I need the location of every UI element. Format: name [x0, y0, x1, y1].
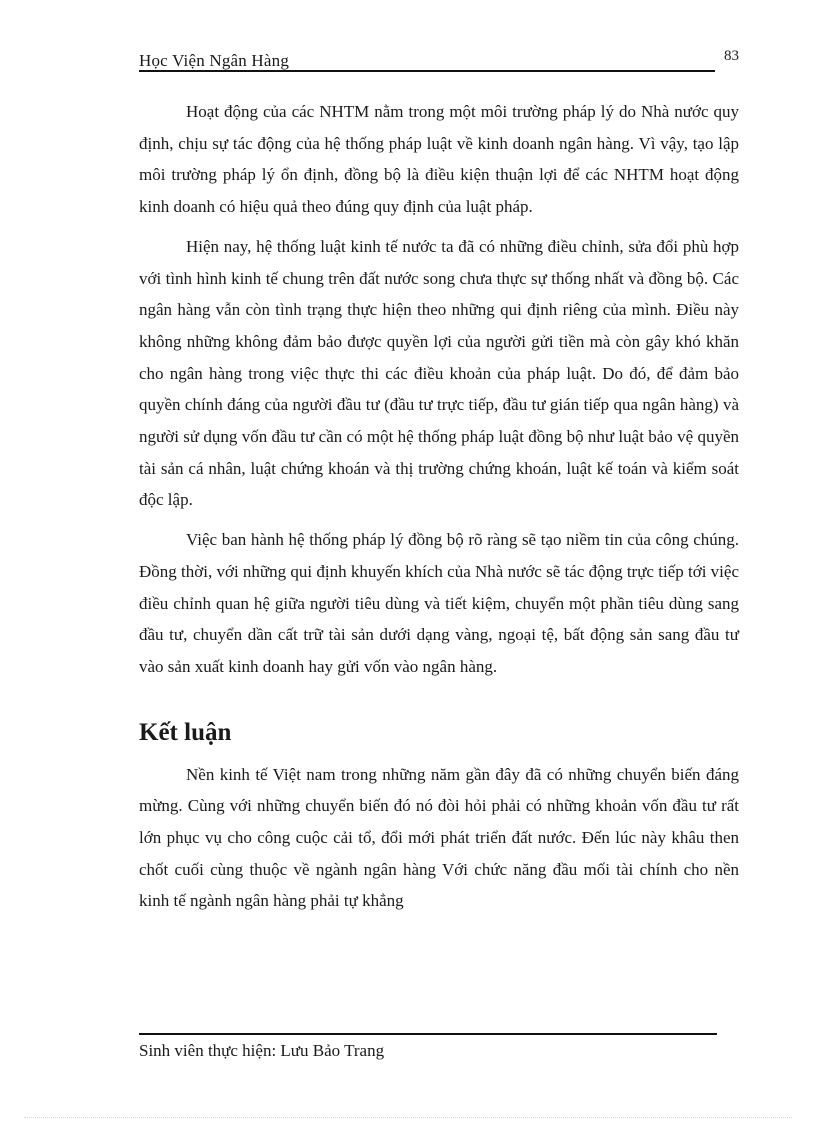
section-paragraph: Nền kinh tế Việt nam trong những năm gần đây đã có những chuyển biến đáng mừng. Cùng với những chuyển biến đó nó đòi hỏi phải có những khoản vốn đầu tư rất lớn phục vụ cho công cuộc cải tổ, đổi mới phát triển đất nước. Đến lúc này khâu then chốt cuối cùng thuộc về ngành ngân hàng Với chức năng đầu mối tài chính cho nền kinh tế ngành ngân hàng phải tự khẳng: [139, 764, 739, 911]
header-title: Học Viện Ngân Hàng: [139, 51, 290, 70]
footer-author: Sinh viên thực hiện: Lưu Bảo Trang: [139, 1041, 385, 1060]
page-header: [139, 48, 739, 74]
footer-rule: [139, 1033, 717, 1035]
page-bottom-divider: [24, 1117, 792, 1118]
section-heading: Kết luận: [139, 718, 232, 746]
page-body: [139, 96, 739, 917]
header-rule: [139, 70, 715, 72]
body-paragraph: Hoạt động của các NHTM nằm trong một môi trường pháp lý do Nhà nước quy định, chịu sự tác động của hệ thống pháp luật về kinh doanh ngân hàng. Vì vậy, tạo lập môi trường pháp lý ổn định, đồng bộ là điều kiện thuận lợi để các NHTM hoạt động kinh doanh có hiệu quả theo đúng quy định của luật pháp.: [139, 102, 739, 217]
page-number: 83: [724, 48, 739, 64]
body-paragraph: Hiện nay, hệ thống luật kinh tế nước ta đã có những điều chỉnh, sửa đổi phù hợp với tình hình kinh tế chung trên đất nước song chưa thực sự thống nhất và đồng bộ. Các ngân hàng vẫn còn tình trạng thực hiện theo những qui định riêng của mình. Điều này không những không đảm bảo được quyền lợi của người gửi tiền mà còn gây khó khăn cho ngân hàng trong việc thực thi các điều khoản của pháp luật. Do đó, để đảm bảo quyền chính đáng của người đầu tư (đầu tư trực tiếp, đầu tư gián tiếp qua ngân hàng) và người sử dụng vốn đầu tư cần có một hệ thống pháp luật đồng bộ như luật bảo vệ quyền tài sản cá nhân, luật chứng khoán và thị trường chứng khoán, luật kế toán và kiểm soát độc lập.: [139, 236, 739, 510]
body-paragraph: Việc ban hành hệ thống pháp lý đồng bộ rõ ràng sẽ tạo niềm tin của công chúng. Đồng thời, với những qui định khuyến khích của Nhà nước sẽ tác động trực tiếp tới việc điều chỉnh quan hệ giữa người tiêu dùng và tiết kiệm, chuyển một phần tiêu dùng sang đầu tư, chuyển dần cất trữ tài sản dưới dạng vàng, ngoại tệ, bất động sản sang đầu tư vào sản xuất kinh doanh hay gửi vốn vào ngân hàng.: [139, 530, 739, 676]
